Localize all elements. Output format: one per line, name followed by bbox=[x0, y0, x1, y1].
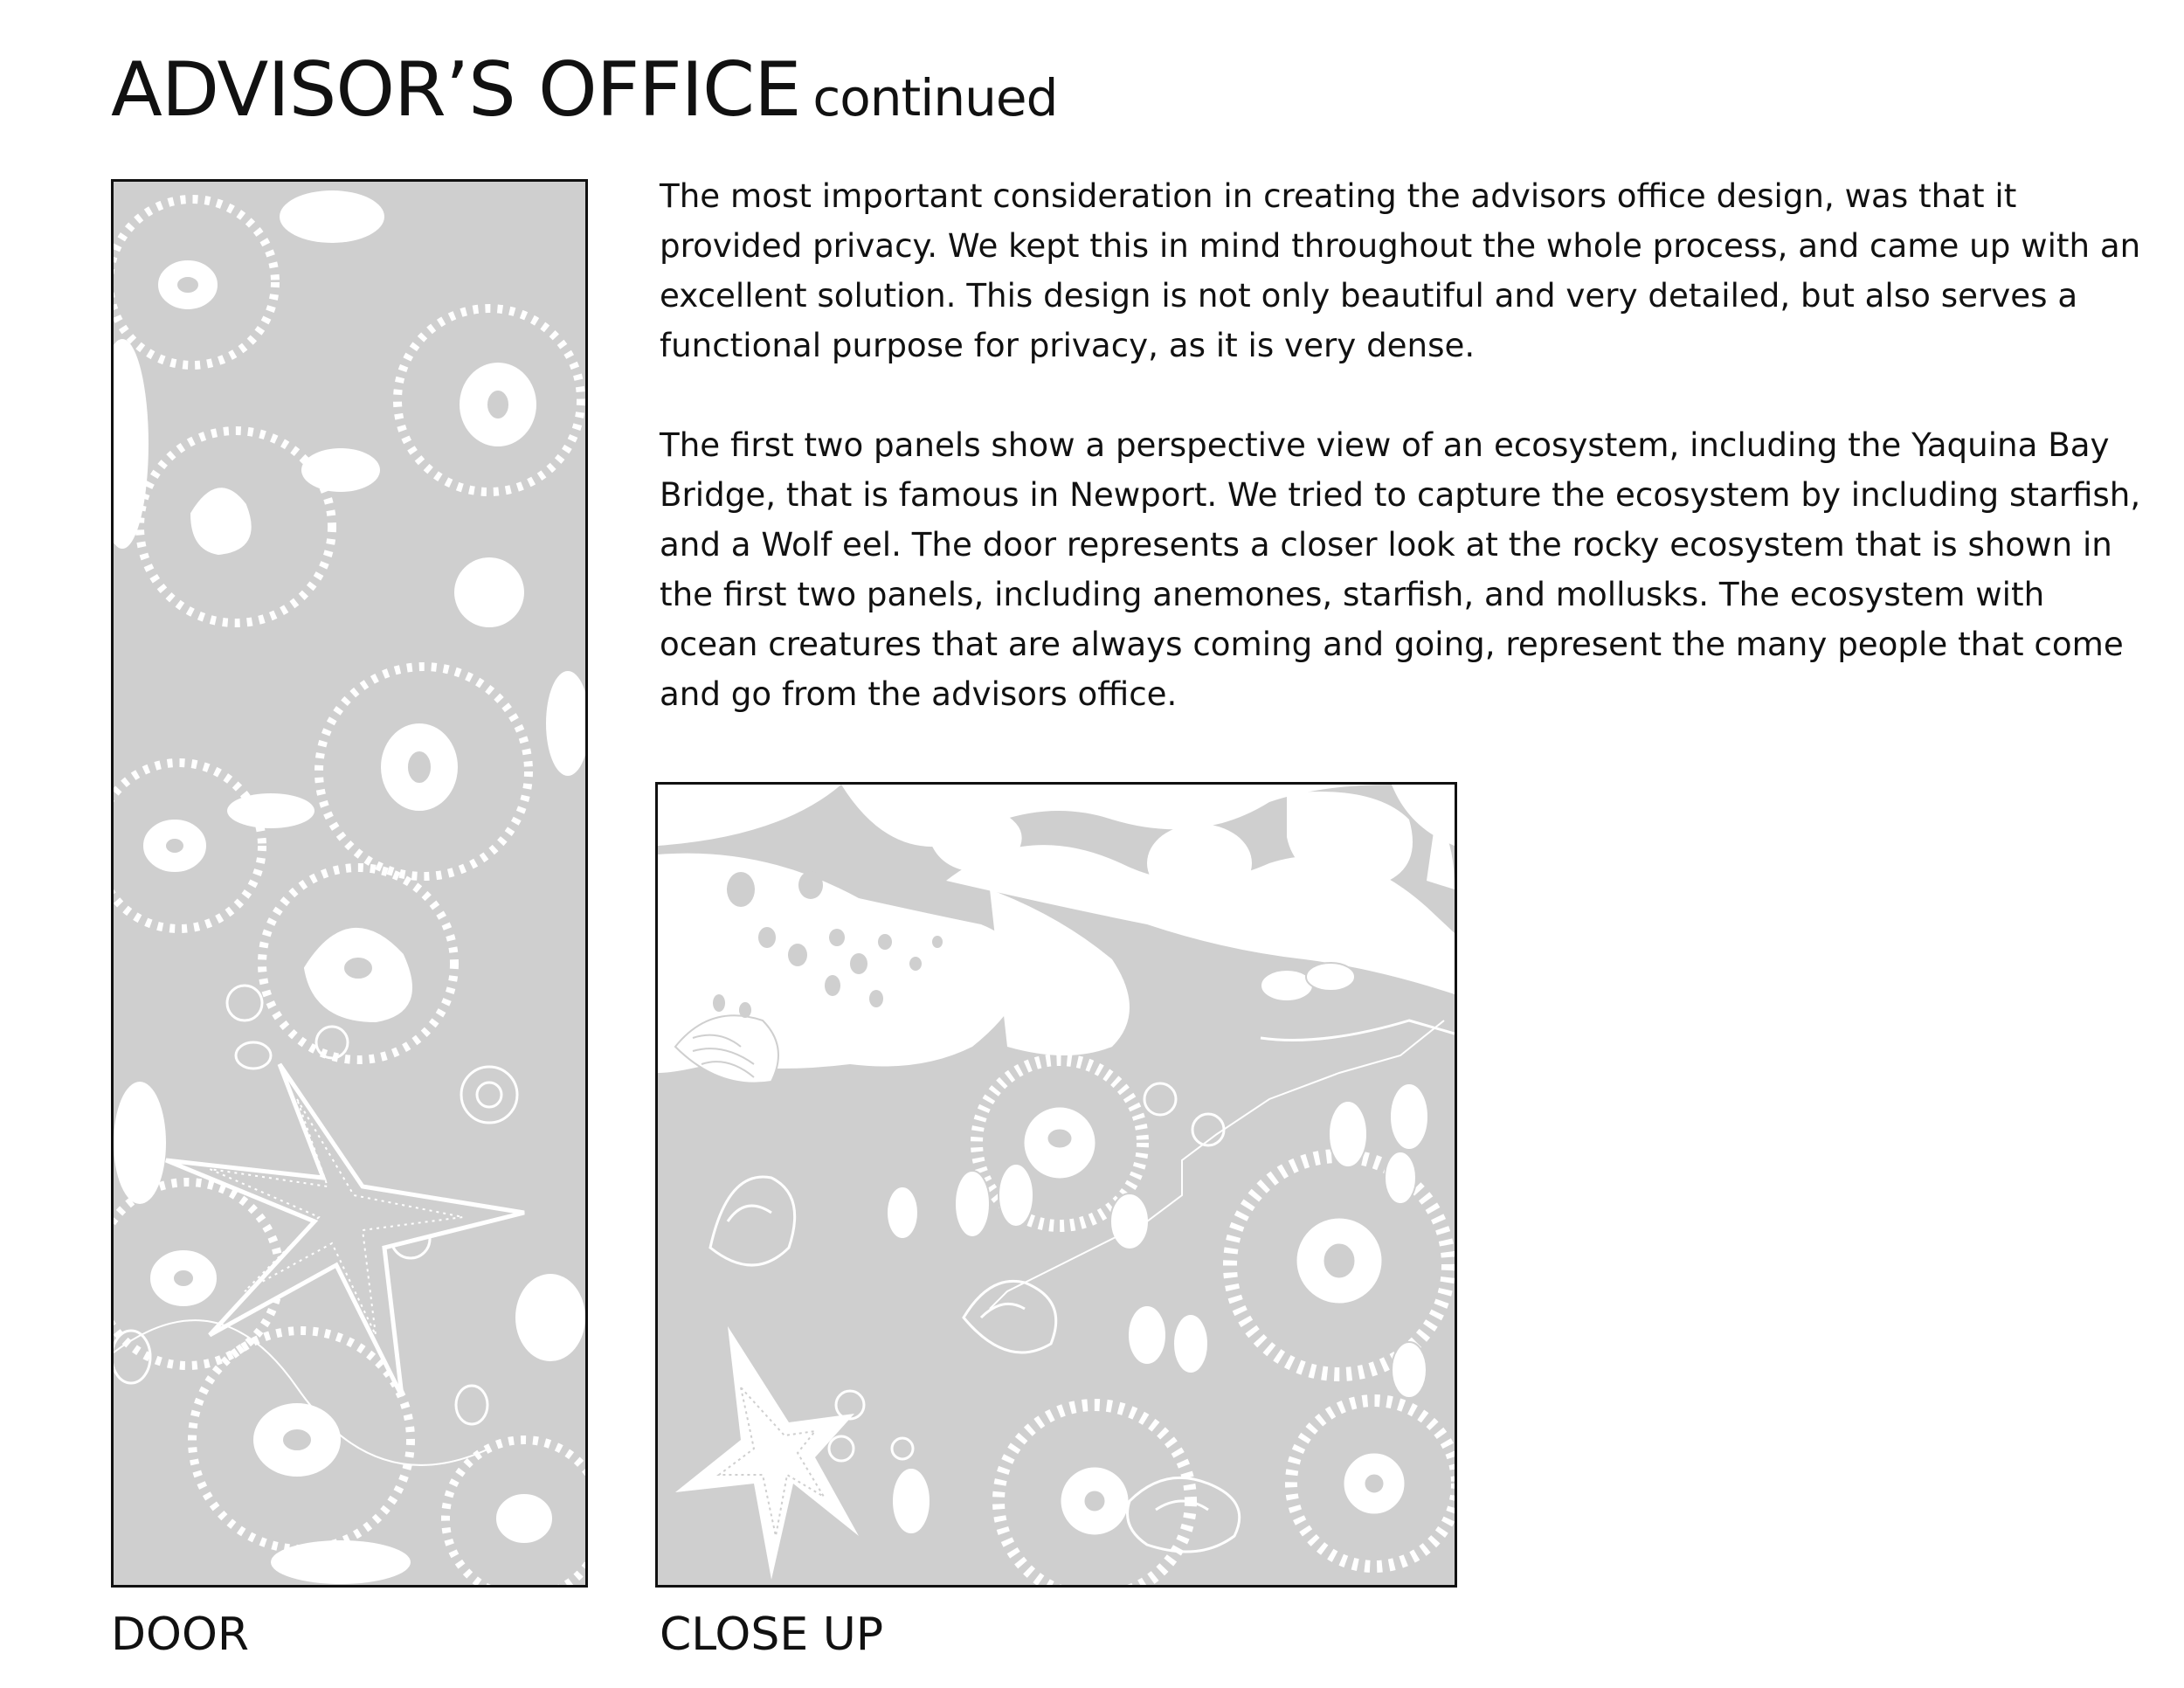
description-paragraph-2: The first two panels show a perspective view of an ecosystem, including the Yaquina Bay Bridge, that is famous in Newport. We tried to capture the ecosystem by including starfish, and a Wolf eel. The door represents a closer look at the rocky ecosystem that is shown in the first two panels, including anemones, starfish, and mollusks. The ecosystem with ocean creatures that are always coming and going, represent the many people that come and go from the advisors office. bbox=[660, 425, 2141, 713]
door-artwork bbox=[114, 182, 585, 1585]
close-up-illustration bbox=[655, 782, 1457, 1588]
page-title-subtitle: continued bbox=[812, 68, 1058, 128]
description bbox=[660, 171, 2145, 769]
page-title bbox=[111, 46, 1058, 134]
close-up-artwork bbox=[658, 785, 1455, 1585]
door-caption: DOOR bbox=[111, 1608, 250, 1661]
page-title-main: ADVISOR’S OFFICE bbox=[111, 46, 801, 134]
close-up-caption: CLOSE UP bbox=[660, 1608, 884, 1661]
door-illustration bbox=[111, 179, 588, 1588]
description-paragraph-1: The most important consideration in creating the advisors office design, was that it provided privacy. We kept this in mind throughout the whole process, and came up with an excellent solution. This design is not only beautiful and very detailed, but also serves a functional purpose for privacy, as it is very dense. bbox=[660, 176, 2141, 364]
